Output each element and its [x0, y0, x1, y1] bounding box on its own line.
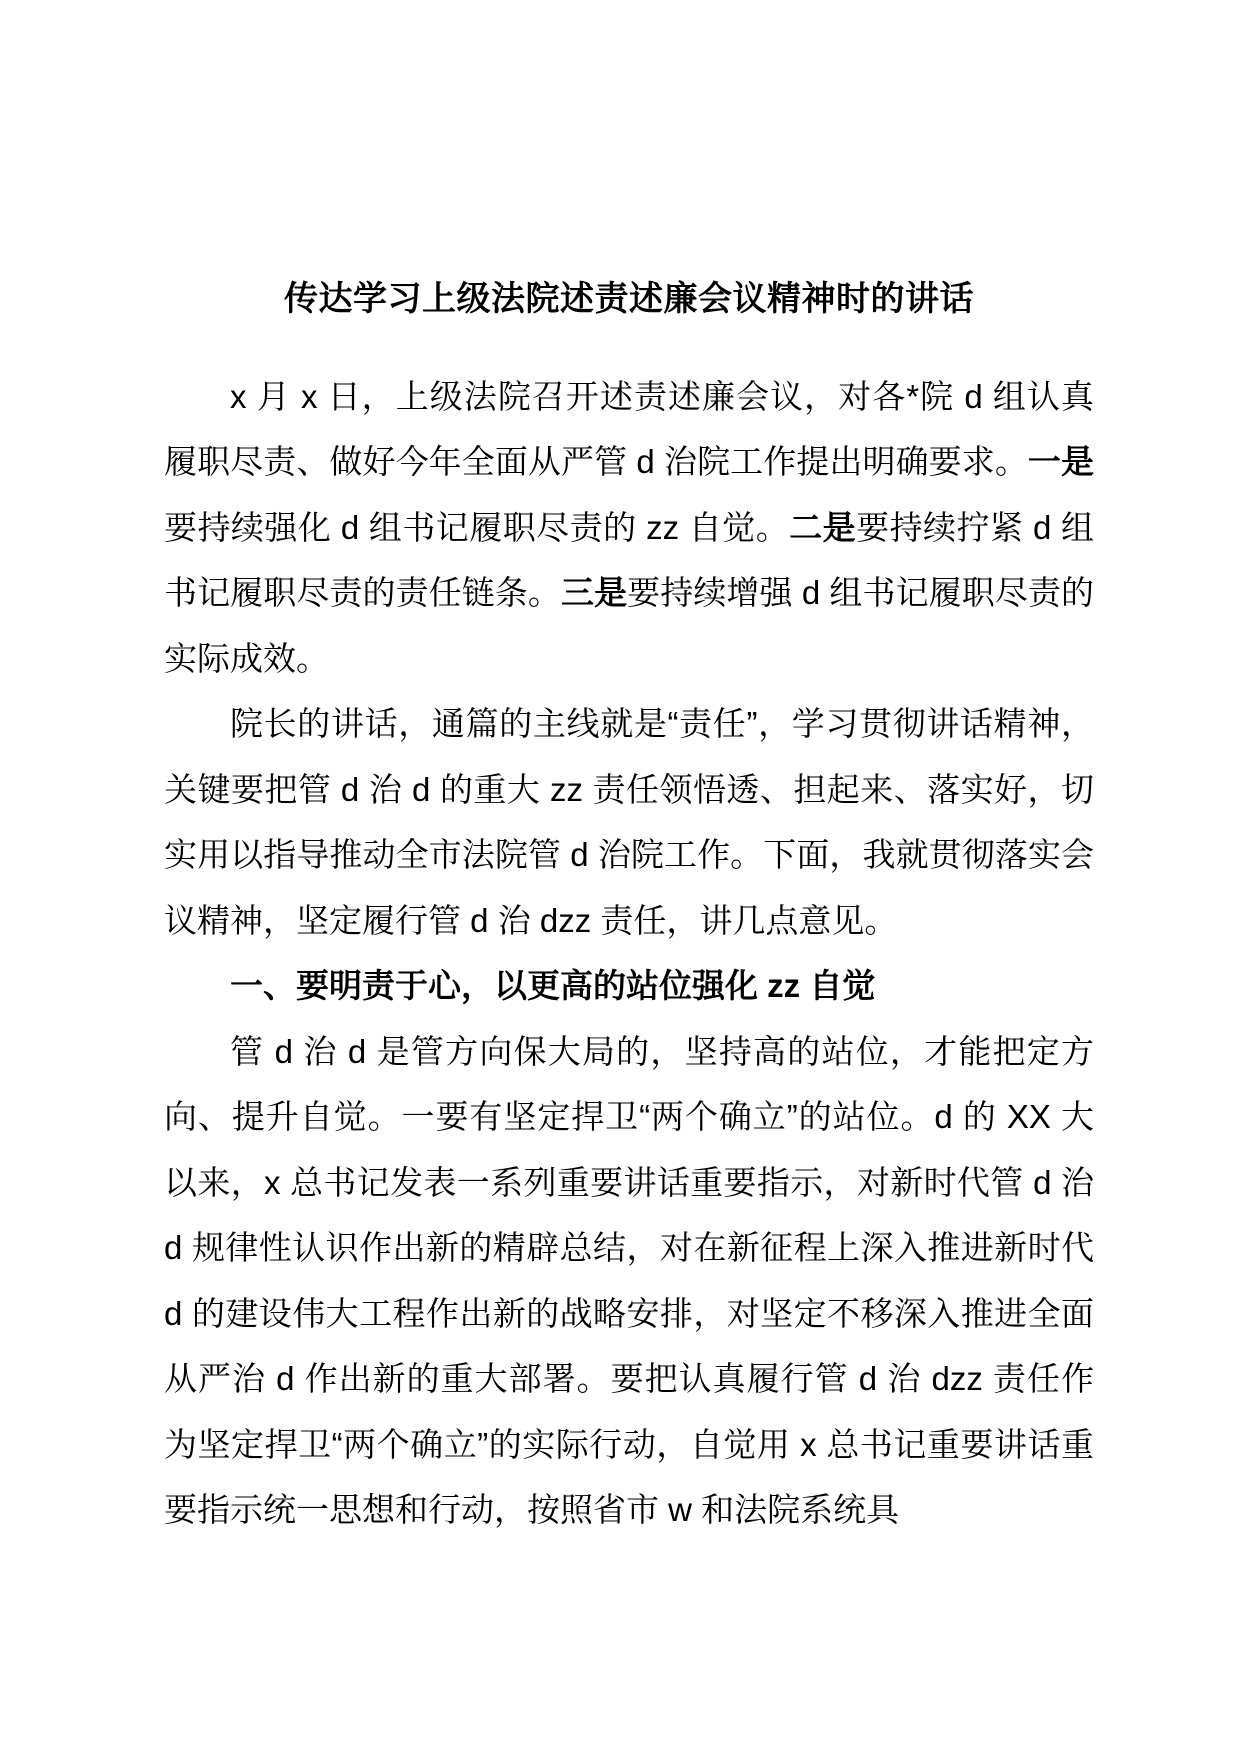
paragraph-intro: [164, 691, 1094, 953]
text-run: 管 d 治 d 是管方向保大局的，坚持高的站位，才能把定方向、提升自觉。一要有坚定捍卫“两个确立”的站位。d 的 XX 大以来，x 总书记发表一系列重要讲话重要指示，对新时代管 d 治 d 规律性认识作出新的精辟总结，对在新征程上深入推进新时代 d 的建设伟大工程作出新的战略安排，对坚定不移深入推进全面从严治 d 作出新的重大部署。要把认真履行管 d 治 dzz 责任作为坚定捍卫“两个确立”的实际行动，自觉用 x 总书记重要讲话重要指示统一思想和行动，按照省市 w 和法院系统具: [164, 1032, 1094, 1528]
text-run: 一、要明责于心，以更高的站位强化 zz 自觉: [230, 967, 876, 1004]
paragraph-section-1-body: [164, 1019, 1094, 1543]
text-run-emphasis-second: 二是: [789, 508, 857, 546]
text-run: x 月 x 日，上级法院召开述责述廉会议，对各*院 d 组认真履职尽责、做好今年全面从严管 d 治院工作提出明确要求。: [164, 377, 1094, 480]
text-run: 院长的讲话，通篇的主线就是“责任”，学习贯彻讲话精神，关键要把管 d 治 d 的重大 zz 责任领悟透、担起来、落实好，切实用以指导推动全市法院管 d 治院工作。下面，我就贯彻落实会议精神，坚定履行管 d 治 dzz 责任，讲几点意见。: [164, 705, 1094, 939]
text-run: 要持续增强 d 组书记履职尽责的实际成效。: [164, 574, 1094, 677]
text-run-emphasis-first: 一是: [1027, 443, 1094, 480]
document-title: 传达学习上级法院述责述廉会议精神时的讲话: [284, 280, 974, 318]
text-run: 要持续拧紧 d 组书记履职尽责的责任链条。: [164, 508, 1095, 611]
text-run-emphasis-third: 三是: [560, 574, 628, 611]
document-body: [164, 364, 1094, 1543]
section-heading-1: [164, 953, 1094, 1019]
paragraph-summary: [164, 364, 1094, 692]
text-run: 要持续强化 d 组书记履职尽责的 zz 自觉。: [164, 508, 790, 546]
